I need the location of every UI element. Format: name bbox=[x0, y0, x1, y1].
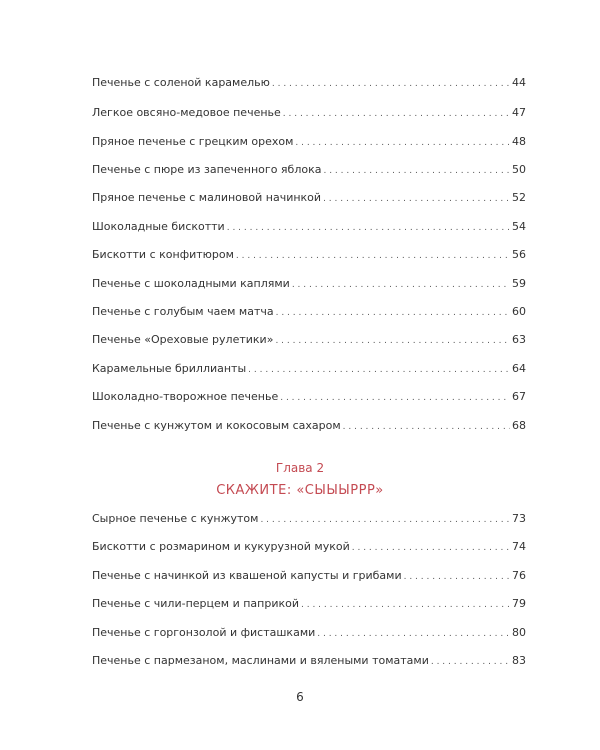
toc-entry-title: Печенье с чили-перцем и паприкой bbox=[92, 597, 300, 610]
toc-entry-title: Пряное печенье с грецким орехом bbox=[92, 135, 294, 148]
toc-entry-title: Карамельные бриллианты bbox=[92, 362, 247, 375]
toc-entry-page: 79 bbox=[512, 597, 526, 610]
toc-entry-title: Сырное печенье с кунжутом bbox=[92, 512, 259, 525]
toc-entry-page: 76 bbox=[512, 569, 526, 582]
toc-entry-page: 73 bbox=[512, 512, 526, 525]
chapter-title: СКАЖИТЕ: «СЫЫЫРРР» bbox=[216, 483, 384, 498]
page-number: 6 bbox=[296, 690, 304, 704]
dot-leader bbox=[260, 511, 510, 529]
toc-entry-page: 59 bbox=[512, 277, 526, 290]
toc-entry[interactable] bbox=[92, 510, 526, 528]
toc-entry[interactable] bbox=[92, 595, 526, 613]
dot-leader bbox=[295, 134, 510, 152]
dot-leader bbox=[323, 190, 510, 208]
toc-entry[interactable] bbox=[92, 189, 526, 207]
toc-entry[interactable] bbox=[92, 246, 526, 264]
dot-leader bbox=[431, 653, 510, 671]
toc-entry-title: Печенье с кунжутом и кокосовым сахаром bbox=[92, 419, 341, 432]
toc-entry-page: 83 bbox=[512, 654, 526, 667]
dot-leader bbox=[352, 539, 510, 557]
toc-entry[interactable] bbox=[92, 218, 526, 236]
dot-leader bbox=[292, 276, 510, 294]
toc-entry-title: Печенье с пармезаном, маслинами и вялеными томатами bbox=[92, 654, 429, 667]
toc-entry-page: 80 bbox=[512, 626, 526, 639]
dot-leader bbox=[272, 75, 510, 93]
toc-entry-title: Шоколадно-творожное печенье bbox=[92, 390, 279, 403]
dot-leader bbox=[275, 332, 510, 350]
toc-entry-title: Печенье с горгонзолой и фисташками bbox=[92, 626, 316, 639]
toc-entry-page: 64 bbox=[512, 362, 526, 375]
toc-entry-page: 63 bbox=[512, 333, 526, 346]
toc-entry-title: Печенье с шоколадными каплями bbox=[92, 277, 290, 290]
toc-entry[interactable] bbox=[92, 360, 526, 378]
dot-leader bbox=[317, 625, 510, 643]
toc-entry[interactable] bbox=[92, 161, 526, 179]
dot-leader bbox=[236, 247, 510, 265]
toc-entry-title: Легкое овсяно-медовое печенье bbox=[92, 106, 281, 119]
toc-entry-title: Шоколадные бискотти bbox=[92, 220, 225, 233]
toc-entry[interactable] bbox=[92, 417, 526, 435]
toc-entry[interactable] bbox=[92, 624, 526, 642]
toc-entry[interactable] bbox=[92, 331, 526, 349]
toc-entry[interactable] bbox=[92, 104, 526, 122]
toc-entry-title: Бискотти с розмарином и кукурузной мукой bbox=[92, 540, 350, 553]
dot-leader bbox=[323, 162, 510, 180]
toc-entry-title: Печенье с соленой карамелью bbox=[92, 76, 270, 89]
dot-leader bbox=[248, 361, 510, 379]
toc-entry-title: Печенье с голубым чаем матча bbox=[92, 305, 274, 318]
toc-entry[interactable] bbox=[92, 74, 526, 92]
dot-leader bbox=[301, 596, 510, 614]
dot-leader bbox=[343, 418, 510, 436]
toc-entry-title: Печенье с пюре из запеченного яблока bbox=[92, 163, 322, 176]
toc-entry-page: 48 bbox=[512, 135, 526, 148]
toc-entry-title: Печенье «Ореховые рулетики» bbox=[92, 333, 274, 346]
toc-entry-page: 56 bbox=[512, 248, 526, 261]
dot-leader bbox=[276, 304, 510, 322]
toc-entry[interactable] bbox=[92, 303, 526, 321]
toc-entry-title: Печенье с начинкой из квашеной капусты и грибами bbox=[92, 569, 402, 582]
toc-entry[interactable] bbox=[92, 652, 526, 670]
toc-entry-title: Пряное печенье с малиновой начинкой bbox=[92, 191, 322, 204]
dot-leader bbox=[404, 568, 510, 586]
chapter-number: Глава 2 bbox=[275, 461, 325, 475]
dot-leader bbox=[283, 105, 510, 123]
toc-entry-page: 50 bbox=[512, 163, 526, 176]
dot-leader bbox=[280, 389, 510, 407]
dot-leader bbox=[227, 219, 510, 237]
toc-entry[interactable] bbox=[92, 133, 526, 151]
toc-entry-page: 67 bbox=[512, 390, 526, 403]
toc-entry-page: 54 bbox=[512, 220, 526, 233]
toc-entry[interactable] bbox=[92, 275, 526, 293]
toc-entry-page: 68 bbox=[512, 419, 526, 432]
toc-entry[interactable] bbox=[92, 388, 526, 406]
toc-entry-title: Бискотти с конфитюром bbox=[92, 248, 234, 261]
toc-entry-page: 52 bbox=[512, 191, 526, 204]
toc-entry-page: 47 bbox=[512, 106, 526, 119]
toc-entry-page: 44 bbox=[512, 76, 526, 89]
toc-entry[interactable] bbox=[92, 567, 526, 585]
toc-entry-page: 60 bbox=[512, 305, 526, 318]
toc-entry-page: 74 bbox=[512, 540, 526, 553]
toc-entry[interactable] bbox=[92, 538, 526, 556]
